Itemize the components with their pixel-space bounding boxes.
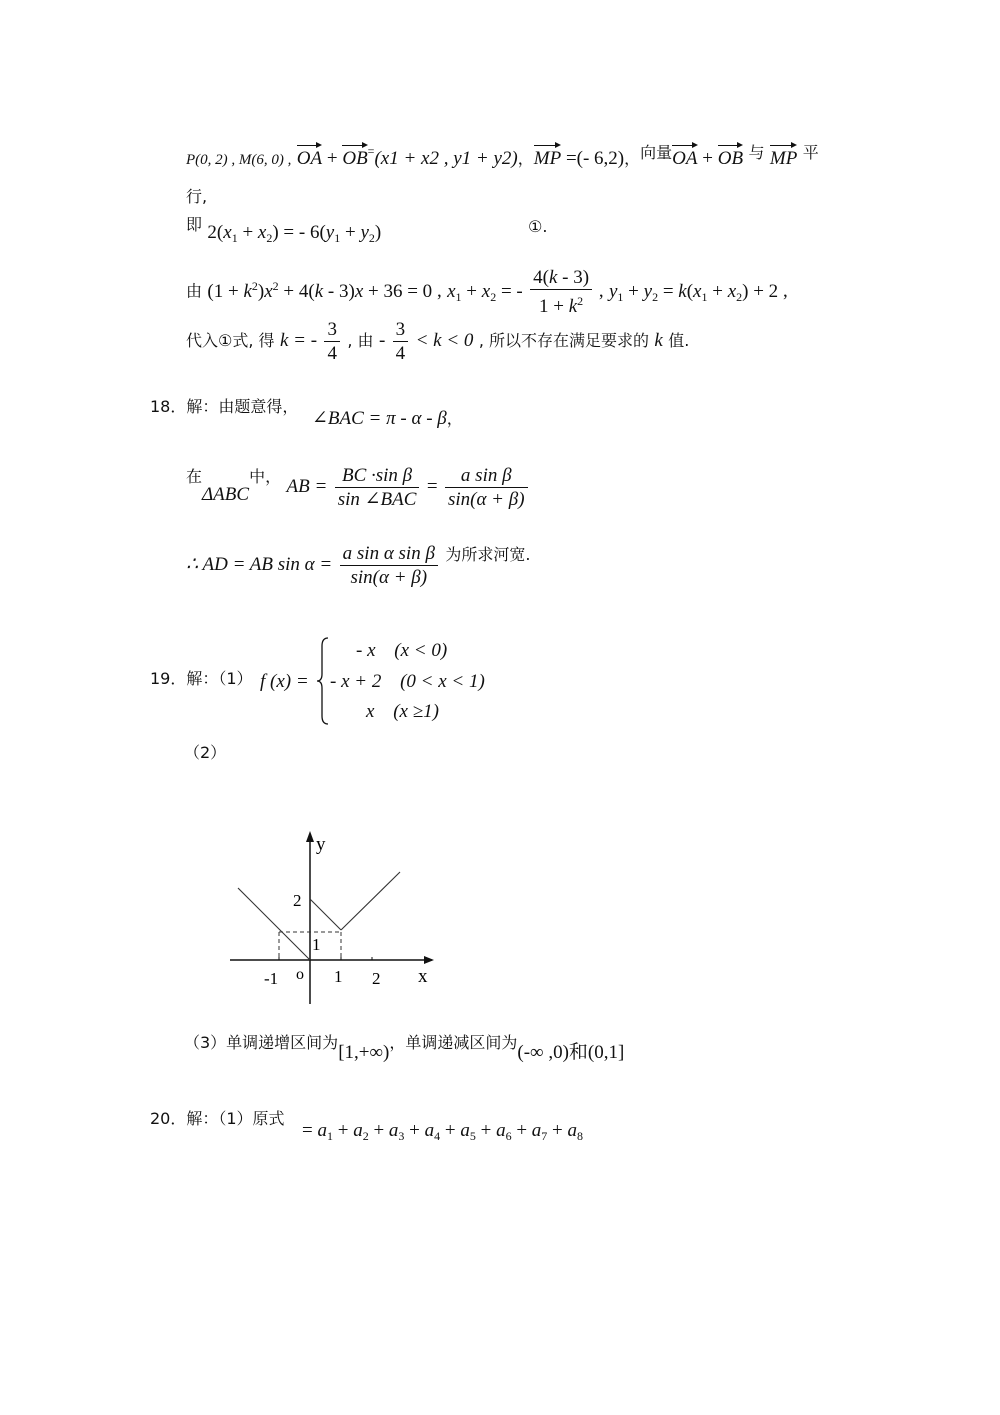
text-in: 在 — [186, 467, 203, 486]
text-no-k: , 所以不存在满足要求的 — [478, 331, 649, 350]
minus-sign: - — [378, 330, 386, 351]
case-expression: - x — [356, 640, 376, 661]
xtick-neg1-label: -1 — [264, 969, 279, 988]
case-expression: - x + 2 — [330, 671, 382, 692]
plus-sign: + — [697, 148, 718, 169]
x-axis-arrow — [424, 956, 434, 964]
equals-sign: = — [367, 144, 375, 158]
vector-sum-value: (x1 + x2 , y1 + y2) — [374, 148, 518, 169]
piece-middle — [310, 899, 341, 930]
text-substitute: 代入①式, 得 — [186, 331, 275, 350]
points-text: P(0, 2) , M(6, 0) , — [186, 152, 292, 168]
xtick-2-label: 2 — [372, 969, 381, 988]
text-parallel: 平 — [802, 143, 819, 162]
case-condition: (x ≥1) — [393, 701, 439, 722]
k-equals: k = - — [279, 330, 318, 351]
ad-equation: ∴ AD = AB sin α = — [186, 554, 333, 575]
q19-label: 19．解：（1） — [150, 669, 253, 688]
increasing-interval: [1,+∞) — [338, 1042, 390, 1063]
q18-result — [186, 542, 530, 589]
decreasing-interval: (-∞ ,0)和(0,1] — [517, 1042, 625, 1063]
sum-x-fraction — [530, 266, 592, 318]
vector-mp: MP — [534, 142, 561, 170]
fraction-numerator: 3 — [324, 318, 340, 342]
function-graph — [220, 826, 450, 1022]
line-conclusion — [186, 318, 689, 365]
fraction-denominator: 4 — [395, 343, 406, 364]
ad-fraction — [340, 542, 438, 589]
fraction-denominator: $1 + k^2$ — [539, 294, 584, 317]
equals-sign: = — [426, 476, 438, 497]
angle-expression: ∠BAC = π - α - β — [312, 408, 447, 429]
origin-label: o — [296, 966, 304, 983]
case-condition: (0 < x < 1) — [400, 671, 485, 692]
ytick-1-label: 1 — [312, 935, 321, 954]
comma: ， — [446, 409, 463, 428]
plus-sign: + — [322, 148, 343, 169]
fraction-denominator: sin(α + β) — [350, 567, 428, 588]
case-expression: x — [366, 701, 375, 722]
q19-part2-label: （2） — [184, 743, 227, 762]
text-you: 由 — [186, 281, 203, 301]
comma: , — [778, 280, 788, 302]
comma: , — [432, 280, 442, 302]
line-quadratic — [186, 266, 788, 318]
fx-label: f (x) = — [260, 671, 309, 692]
text-middle: 中， — [249, 467, 282, 486]
case-3 — [366, 701, 439, 723]
text-decreasing: ，单调递减区间为 — [389, 1033, 518, 1052]
quadratic-equation: $(1 + k^2)x^2 + 4(k - 3)x + 36 = 0$ — [207, 278, 433, 302]
triangle-abc: ΔABC — [202, 484, 250, 505]
fraction-denominator: sin ∠BAC — [337, 489, 417, 510]
q18-law-of-sines — [186, 464, 530, 511]
fraction-numerator: a sin β — [445, 464, 528, 488]
y-axis-arrow — [306, 831, 314, 842]
ab-fraction-2 — [445, 464, 528, 511]
comma: ， — [624, 149, 641, 168]
case-1 — [356, 640, 447, 662]
vector-oa-2: OA — [672, 142, 697, 170]
text-vector: 向量 — [640, 143, 673, 162]
fraction-numerator: BC ·sin β — [335, 464, 420, 488]
piecewise-brace — [316, 636, 330, 726]
text-from: , 由 — [347, 331, 374, 350]
piece-right — [341, 872, 400, 930]
xtick-1-label: 1 — [334, 967, 343, 986]
condition-equation: $2(x_1 + x_2)$ = - $6(y_1 + y_2)$ — [207, 222, 382, 245]
k-fraction-2 — [393, 318, 409, 365]
equation-marker: ①. — [528, 217, 548, 236]
text-and: 与 — [748, 143, 765, 162]
q18-label: 18．解：由题意得， — [150, 397, 299, 416]
comma: ， — [517, 149, 534, 168]
q20-expression: = $a_1 + a_2 + a_3 + a_4 + a_5 + a_6 + a_7 + a_8$ — [302, 1120, 583, 1143]
text-ji: 即 — [186, 215, 203, 234]
ab-fraction-1 — [335, 464, 420, 511]
k-fraction — [324, 318, 340, 365]
sum-x-lhs: $x_1 + x_2$ = - — [447, 280, 523, 304]
q19-part3 — [184, 1032, 624, 1064]
vector-mp-2: MP — [770, 142, 797, 170]
k-variable: k — [654, 330, 663, 351]
line-parallel-cont: 行, — [186, 187, 208, 206]
case-2 — [330, 671, 485, 693]
fraction-denominator: 4 — [327, 343, 337, 364]
case-condition: (x < 0) — [394, 640, 448, 661]
text-increasing: （3）单调递增区间为 — [184, 1033, 339, 1052]
sum-y-expression: $y_1 + y_2 = k(x_1 + x_2) + 2$ — [608, 280, 779, 304]
y-label: y — [316, 834, 326, 855]
vector-ob-2: OB — [718, 142, 743, 170]
ab-equals: AB = — [286, 476, 328, 497]
fraction-numerator: a sin α sin β — [340, 542, 438, 566]
fraction-denominator: sin(α + β) — [447, 489, 525, 510]
fraction-numerator: 4(k - 3) — [530, 266, 592, 290]
k-inequality: < k < 0 — [415, 330, 474, 351]
fraction-numerator: 3 — [393, 318, 409, 342]
x-label: x — [418, 966, 428, 987]
q18-angle-line — [312, 408, 463, 430]
text-value: 值. — [668, 331, 690, 350]
vector-ob: OB — [342, 142, 367, 170]
comma: , — [594, 280, 604, 302]
q20-label: 20．解：（1）原式 — [150, 1109, 285, 1128]
line-vector-sum — [186, 140, 819, 171]
vector-oa: OA — [297, 142, 322, 170]
line-condition — [186, 214, 381, 249]
ytick-2-label: 2 — [293, 891, 302, 910]
vector-mp-value: =(- 6,2) — [561, 148, 625, 169]
text-river-width: 为所求河宽. — [445, 545, 531, 564]
